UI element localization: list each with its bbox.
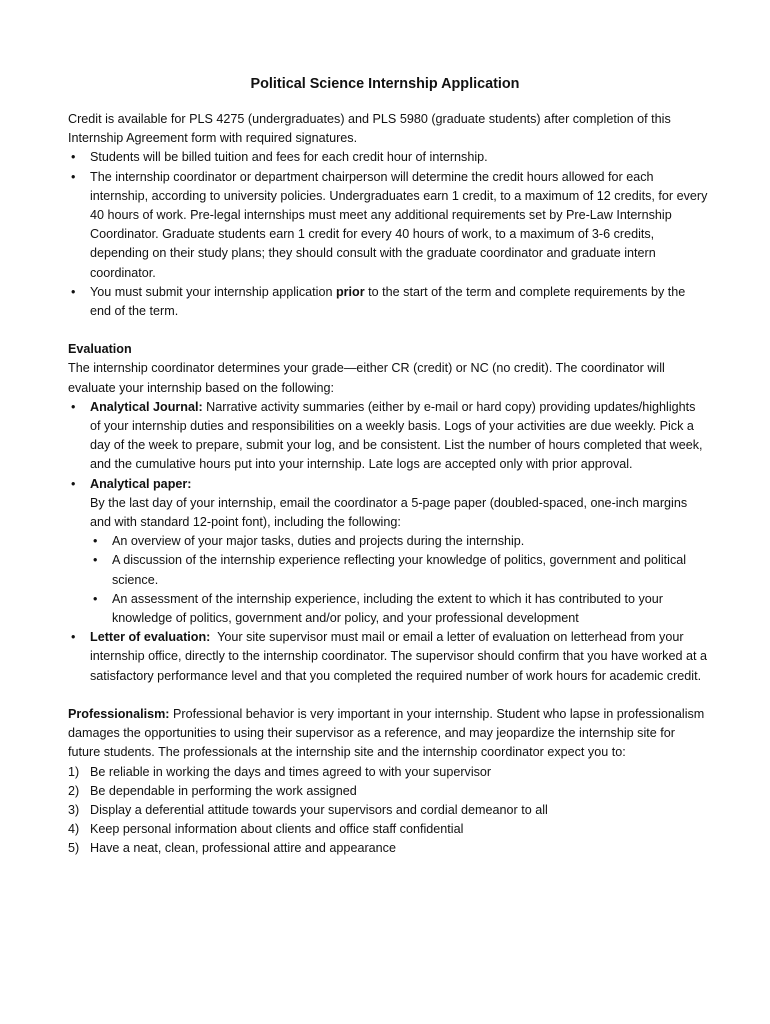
list-text: Display a deferential attitude towards your supervisors and cordial demeanor to all bbox=[90, 802, 548, 817]
list-item bbox=[68, 801, 708, 820]
professionalism-list bbox=[68, 763, 708, 859]
letter-label: Letter of evaluation: bbox=[90, 630, 211, 645]
list-number: 1) bbox=[68, 764, 80, 779]
intro-bullet-credit-hours: • The internship coordinator or department chairperson will determine the credit hours allowed for each internship, according to university policies. Undergraduates earn 1 credit, to a maximum of 12 credits, for every 40 hours of work. Pre-legal internships must meet any additional requirements set by Pre-Law Internship Coordinator. Graduate students earn 1 credit for every 40 hours of work, to a maximum of 3-6 credits, depending on their study plans; they should consult with the graduate coordinator and graduate intern coordinator. bbox=[68, 168, 708, 283]
journal-label: Analytical Journal: bbox=[90, 399, 203, 414]
evaluation-item-letter bbox=[68, 628, 711, 686]
intro-paragraph: Credit is available for PLS 4275 (undergraduates) and PLS 5980 (graduate students) after completion of this Internship Agreement form with required signatures. bbox=[68, 112, 671, 146]
submit-text-before: You must submit your internship application bbox=[90, 284, 336, 299]
list-item bbox=[68, 839, 708, 858]
intro-bullet-submit bbox=[68, 283, 708, 321]
list-number: 2) bbox=[68, 783, 80, 798]
list-text: Be dependable in performing the work assigned bbox=[90, 783, 357, 798]
list-number: 4) bbox=[68, 822, 80, 837]
paper-label: • Analytical paper: bbox=[90, 476, 192, 491]
paper-subitem: • An assessment of the internship experience, including the extent to which it has contributed to your knowledge of politics, government and/or policy, and your professional development bbox=[90, 590, 708, 628]
evaluation-heading: Evaluation bbox=[68, 342, 132, 357]
evaluation-paragraph: The internship coordinator determines your grade—either CR (credit) or NC (no credit). The coordinator will evaluate your internship based on the following: bbox=[68, 361, 665, 395]
evaluation-list bbox=[68, 398, 711, 686]
paper-text: By the last day of your internship, email the coordinator a 5-page paper (doubled-spaced, one-inch margins and with standard 12-point font), including the following: bbox=[90, 495, 688, 530]
submit-text-after: to the start of the term and complete requirements by the end of the term. bbox=[90, 284, 686, 319]
paper-sublist bbox=[90, 532, 708, 628]
paper-subitem: • An overview of your major tasks, duties and projects during the internship. bbox=[90, 532, 708, 551]
list-number: 3) bbox=[68, 802, 80, 817]
list-text: Keep personal information about clients and office staff confidential bbox=[90, 822, 464, 837]
professionalism-paragraph bbox=[68, 705, 708, 763]
journal-text: Narrative activity summaries (either by e-mail or hard copy) providing updates/highlights of your internship duties and responsibilities on a weekly basis. Logs of your activities are due weekly. Pick a day of the week to prepare, submit your log, and be consistent. List the number of hours completed that week, and the cumulative hours put into your internship. Late logs are accepted only with prior approval. bbox=[90, 399, 703, 472]
document-title: Political Science Internship Application bbox=[250, 76, 520, 92]
document-body bbox=[68, 110, 711, 859]
list-item bbox=[68, 820, 708, 839]
list-item bbox=[68, 782, 708, 801]
list-text: Have a neat, clean, professional attire and appearance bbox=[90, 841, 396, 856]
submit-emphasis: prior bbox=[335, 284, 365, 299]
intro-bullet-billing: • Students will be billed tuition and fees for each credit hour of internship. bbox=[68, 148, 708, 167]
list-item bbox=[68, 763, 708, 782]
intro-bullet-list bbox=[68, 148, 708, 321]
letter-text: Your site supervisor must mail or email a letter of evaluation on letterhead from your internship office, directly to the internship coordinator. The supervisor should confirm that you have worked at a satisfactory performance level and that you completed the required number of work hours for academic credit. bbox=[90, 630, 711, 683]
evaluation-item-paper bbox=[68, 475, 708, 629]
professionalism-text: Professional behavior is very important in your internship. Student who lapse in professionalism damages the opportunities to using their supervisor as a reference, and may jeopardize the internship site for future students. The professionals at the internship site and the internship coordinator expect you to: bbox=[68, 706, 705, 760]
evaluation-item-journal bbox=[68, 398, 708, 475]
professionalism-label: Professionalism: bbox=[68, 706, 170, 721]
paper-subitem: • A discussion of the internship experience reflecting your knowledge of politics, government and political science. bbox=[90, 551, 708, 589]
list-text: Be reliable in working the days and times agreed to with your supervisor bbox=[90, 764, 492, 779]
list-number: 5) bbox=[68, 841, 80, 856]
